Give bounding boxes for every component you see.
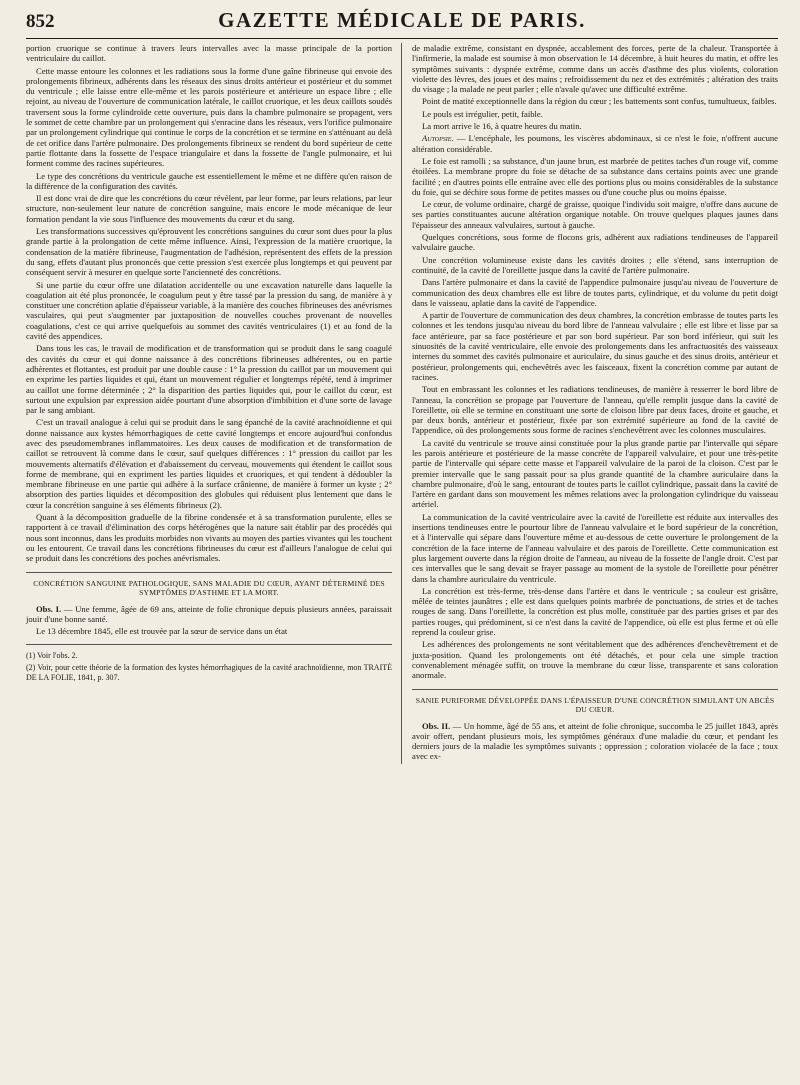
paragraph: Le 13 décembre 1845, elle est trouvée par la sœur de service dans un état [36,626,288,637]
observation-label: Obs. II. [422,720,451,731]
journal-title: GAZETTE MÉDICALE DE PARIS. [218,8,586,32]
footnotes [26,644,392,683]
page-number: 852 [26,11,55,32]
paragraph: Point de matité exceptionnelle dans la région du cœur ; les battements sont confus, tumultueux, faibles. [422,96,777,107]
page-header [26,8,778,36]
paragraph: La concrétion est très-ferme, très-dense dans l'artère et dans le ventricule ; sa couleur est grisâtre, mêlée de teintes jaunâtres ; elle est dans quelques points marbrée de ponctuations, de stries et de taches rouges de sang. Dans l'oreillette, la concrétion est plus molle, constituée par des parties grises et par des parties rouges, qui prédominent, si ce n'est dans la cavité de l'appendice, où elle est plus ferme et où elle reprend la couleur grise. [412,585,778,638]
observation-paragraph [412,721,778,762]
header-rule [26,38,778,39]
paragraph: Il est donc vrai de dire que les concrétions du cœur révèlent, par leur forme, par leurs relations, par leur structure, non-seulement leur nature de concrétion sanguine, mais encore le mode mécanique de leur formation pendant la vie sous l'influence des mouvements du cœur et du sang. [26,193,392,224]
observation-label: Obs. I. [36,603,62,614]
paragraph: La cavité du ventricule se trouve ainsi constituée pour la plus grande partie par l'intervalle qui sépare les parois antérieure et postérieure de la masse concrète de l'appareil valvulaire, et pour une très-petite partie de l'intervalle qui sépare cette masse et l'appareil valvulaire de la paroi de la cloison. C'est par le premier intervalle que le sang passait pour sa plus grande quantité de la chambre auriculaire dans la chambre pulmonaire, d'où le sang, entourant de toutes parts le caillot cylindrique, passait dans la cavité de l'artère en gardant dans son mouvement les mêmes relations avec la prolongation cylindrique du vaisseau artériel. [412,437,778,510]
autopsy-label: Autopsie. [422,133,454,144]
section-heading: SANIE PURIFORME DÉVELOPPÉE DANS L'ÉPAISSEUR D'UNE CONCRÉTION SIMULANT UN ABCÈS DU CŒUR. [412,689,778,715]
paragraph: A partir de l'ouverture de communication des deux chambres, la concrétion embrasse de toutes parts les colonnes et les tendons jusqu'au niveau du bord libre de l'anneau valvulaire ; elle est libre et lisse par sa face antérieure, par sa face postérieure et par son bord supérieur. Par son bord inférieur, qui suit les sinuosités de la cavité ventriculaire, elle envoie des prolongements dans les anfractuosités des vaisseaux internes du sommet des cavités pulmonaire et auriculaire, du sinus gauche et des sinus droits, antérieur et postérieur, prolongements qui, enchevêtrés avec les faisceaux, fixent la concrétion comme par autant de racines. [412,310,778,382]
paragraph: Le pouls est irrégulier, petit, faible. [422,108,543,119]
paragraph: Dans l'artère pulmonaire et dans la cavité de l'appendice pulmonaire jusqu'au niveau de l'ouverture de communication des deux chambres elle est libre de toutes parts, cylindrique, et du volume du petit doigt dans le vaisseau, aplatie dans la cavité de l'appendice. [412,277,778,308]
paragraph: Les adhérences des prolongements ne sont véritablement que des adhérences d'enchevêtrement et de juxta-position. Quand les prolongements ont été détachés, et pour cela une simple traction convenablement ménagée suffit, on trouve la membrane du cœur lisse, transparente et sans coloration anormale. [412,639,778,681]
observation-paragraph [26,604,392,625]
paragraph: Le type des concrétions du ventricule gauche est essentiellement le même et ne diffère qu'en raison de la différence de la configuration des cavités. [26,170,392,191]
paragraph: C'est un travail analogue à celui qui se produit dans le sang épanché de la cavité arachnoïdienne et qui donne naissance aux kystes hémorrhagiques de cette cavité longtemps et encore aujourd'hui confondus avec des pseudomembranes inflammatoires. Les deux causes de modification et de transformation de caillot se retrouvent là comme dans le cœur, sauf quelques différences : 1° pression du caillot par les mouvements alternatifs d'élévation et d'abaissement du cerveau, mouvements qui étendent le caillot sous forme de membrane, qui en expriment les parties liquides et cruoriques, et qui tendent à dédoubler la membrane fibrineuse en une partie qui adhère à la surface crânienne, de manière à former un kyste ; 2° absorption des parties liquides et décomposition des globules qui réduisent plus lentement que dans le cœur la concrétion sanguine à ses éléments fibrineux (2). [26,417,392,510]
right-column [412,43,778,764]
autopsy-paragraph [412,133,778,154]
paragraph: La mort arrive le 16, à quatre heures du matin. [422,121,582,132]
paragraph: Le cœur, de volume ordinaire, chargé de graisse, quoique l'individu soit maigre, n'offre dans aucune de ses parties constituantes aucune altération organique notable. On trouve quelques plaques jaunes dans l'épaisseur des anneaux valvulaires, surtout à gauche. [412,199,778,230]
paragraph: Quelques concrétions, sous forme de flocons gris, adhèrent aux radiations tendineuses de l'appareil valvulaire gauche. [412,232,778,253]
section-heading: CONCRÉTION SANGUINE PATHOLOGIQUE, SANS MALADIE DU CŒUR, AYANT DÉTERMINÉ DES SYMPTÔMES D'ASTHME ET LA MORT. [26,572,392,598]
paragraph: Si une partie du cœur offre une dilatation accidentelle ou une excavation naturelle dans laquelle la coagulation ait été plus prononcée, le coagulum peut y être tassé par la pression du sang, de manière à y constituer une concrétion aplatie d'épaisseur variable, à la manière des couches fibrineuses des anévrismes vasculaires, qui peut s'augmenter par juxtaposition de nouvelles couches provenant de nouvelles coagulations, c'est ce qui arrive quelquefois au sommet des cavités ventriculaires (1) et au fond de la cavité des appendices. [26,279,392,342]
footnote: (2) Voir, pour cette théorie de la formation des kystes hémorrhagiques de la cavité arachnoïdienne, mon TRAITÉ DE LA FOLIE, 1841, p. 307. [26,663,392,683]
paragraph: Les transformations successives qu'éprouvent les concrétions sanguines du cœur sont dues pour la plus grande partie à la prolongation de cette même influence. Ainsi, l'expression de la matière cruorique, la condensation de la matière fibrineuse, l'augmentation de l'adhésion, représentent des effets de la pression du sang, effets d'autant plus prononcés que cette pression s'est exercée plus longtemps et qui peuvent par conséquent servir à mesurer en quelque sorte l'ancienneté des concrétions. [26,226,392,278]
observation-text: — Une femme, âgée de 69 ans, atteinte de folie chronique depuis plusieurs années, paraissait jouir d'une bonne santé. [26,603,392,624]
autopsy-text: — L'encéphale, les poumons, les viscères abdominaux, si ce n'est le foie, n'offrent aucune altération considérable. [412,133,778,154]
paragraph: de maladie extrême, consistant en dyspnée, accablement des forces, perte de la chaleur. Transportée à l'infirmerie, la malade est soumise à mon observation le 14 décembre, à huit heures du matin, et offre les symptômes suivants : dyspnée extrême, comme dans un accès d'asthme des plus violents, coloration violette des lèvres, des joues et des mains ; refroidissement du nez et des extrémités ; altération des traits du visage ; la malade ne peut parler ; elle n'avale qu'avec une difficulté extrême. [412,43,778,95]
observation-text: — Un homme, âgé de 55 ans, et atteint de folie chronique, succomba le 25 juillet 1843, après avoir offert, pendant plusieurs mois, les symptômes généraux d'une maladie du cœur, et pendant les derniers jours de la maladie les symptômes suivants ; oppression ; coloration violacée de la face ; toux avec ex- [412,720,778,762]
article-columns [26,43,778,764]
paragraph: La communication de la cavité ventriculaire avec la cavité de l'oreillette est réduite aux intervalles des insertions tendineuses entre le pourtour libre de l'anneau valvulaire et le bord supérieur de la concrétion, et à l'intervalle qui sépare dans l'ouverture même et au-dessous de cette ouverture le prolongement de la concrétion de la face interne de l'anneau valvulaire et des parois de l'oreillette. Cette communication est plus largement ouverte dans la région droite de l'anneau, au niveau de la fossette de l'angle droit. C'est par ces intervalles que le sang devait se frayer passage au moment de la systole de l'oreillette pour pénétrer dans la chambre auriculaire du ventricule. [412,511,778,584]
paragraph: Le foie est ramolli ; sa substance, d'un jaune brun, est marbrée de petites taches d'un rouge vif, comme étoilées. La membrane propre du foie se détache de sa substance dans certains points avec une grande facilité ; en d'autres points elle entraîne avec elle des portions plus ou moins considérables de la substance du foie, qui se déchire sous forme de petites masses ou d'une couche plus ou moins épaisse. [412,155,778,197]
paragraph: Quant à la décomposition graduelle de la fibrine condensée et à sa transformation purulente, elles se rapportent à ce travail d'élimination des corps hétérogènes que la nature sait établir par des procédés qui nous sont inconnus, dans les produits morbides non vivants au moyen des parties vivantes qui les touchent ou les entourent. Ce travail dans les concrétions fibrineuses du cœur est d'ailleurs l'analogue de celui qui se produit dans les concrétions des poches anévrismales. [26,512,392,564]
paragraph: Tout en embrassant les colonnes et les radiations tendineuses, de manière à resserrer le bord libre de l'anneau, la concrétion se propage par l'ouverture de l'anneau, qu'elle remplit jusque dans la cavité de l'oreillette, où elle se termine en constituant une sorte de cloison libre par deux faces, droite et gauche, et par deux bords, antérieur et postérieur, fixée par son extrémité supérieure au fond de la cavité de l'appendice, où des prolongements sous forme de racines s'enchevêtrent avec les colonnes musculaires. [412,384,778,436]
footnote: (1) Voir l'obs. 2. [26,651,78,661]
left-column [26,43,402,764]
paragraph: Cette masse entoure les colonnes et les radiations sous la forme d'une gaîne fibrineuse qui envoie des prolongements fibrineux, adhérents dans les réseaux des sinus droits antérieur et postérieur et du sommet du ventricule ; elle laisse entre elle-même et les parois postérieure et antérieure un espace libre ; elle rejoint, au niveau de l'ouverture de communication latérale, le caillot cruorique, et les deux caillots soudés traversent sous la forme cylindroïde cette ouverture, puis dans la chambre pulmonaire se propagent, vers le sommet de cette chambre par un prolongement qui s'enracine dans les réseaux, vers l'orifice pulmonaire par un prolongement cylindrique qui continue le corps de la concrétion et se termine en s'atténuant au delà de cet orifice dans l'artère pulmonaire. Des prolongements fibrineux se rendent du bord supérieur de cette partie flottante dans la fossette de l'espace triangulaire et dans la fossette de l'angle pulmonaire, et lui forment comme des racines supérieures. [26,65,392,169]
paragraph: Une concrétion volumineuse existe dans les cavités droites ; elle s'étend, sans interruption de continuité, de la cavité de l'oreillette jusque dans la cavité de l'artère pulmonaire. [412,254,778,275]
paragraph: Dans tous les cas, le travail de modification et de transformation qui se produit dans le sang coagulé des cavités du cœur et qui donne naissance à des concrétions fibrineuses adhérentes, ou en partie adhérentes et flottantes, est produit par une double cause : 1° la pression du caillot par un mouvement qui en exprime les parties liquides et qui, étant un mouvement régulier et longtemps répété, tend à imprimer au caillot une forme déterminée ; 2° la disparition des parties liquides qui, pour le caillot du cœur, est surtout une expulsion par expression aidée pourtant d'une absorption d'imbibition et d'une sorte de lavage par le sang ambiant. [26,343,392,416]
paragraph: portion cruorique se continue à travers leurs intervalles avec la masse principale de la portion ventriculaire du caillot. [26,43,392,64]
